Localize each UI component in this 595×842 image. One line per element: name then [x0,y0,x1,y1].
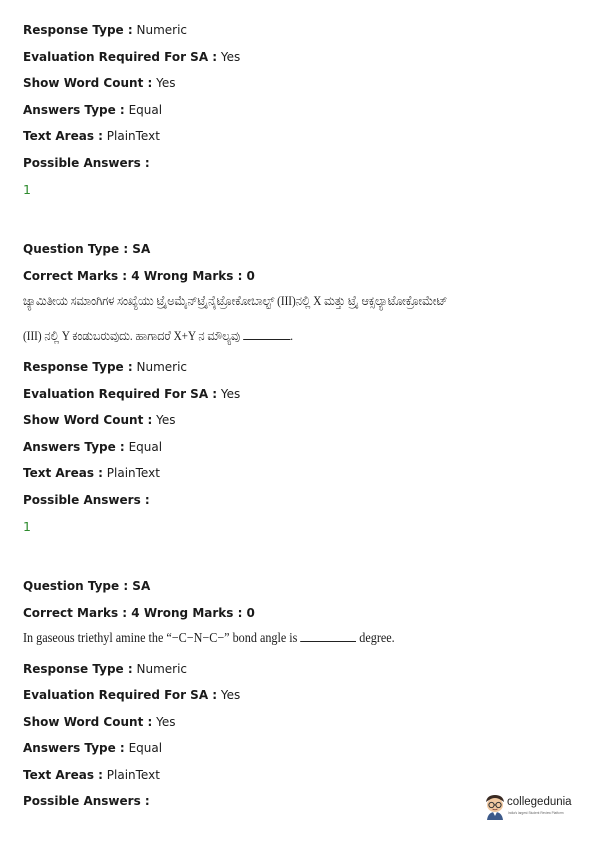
possible-answers-label: Possible Answers : [23,493,150,507]
collegedunia-logo [483,793,583,823]
marks: Correct Marks : 4 Wrong Marks : 0 [23,269,255,283]
evaluation-row: Evaluation Required For SA : Yes [23,50,241,64]
question-text-line1: ಜ್ಯಾಮಿತೀಯ ಸಮಾಂಗಿಗಳ ಸಂಖ್ಯೆಯು ಟ್ರೈಅಮೈನ್‌ಟ್ರೈನೈಟ್ರೋಕೋಬಾಲ್ಟ್ (III)ನಲ್ಲಿ X ಮತ್ತು ಟ್ರೈ ಆಕ್ಸಲ್ಯಾಟೋಕ್ರೋಮೇಟ್ [23,293,448,308]
word-count-row: Show Word Count : Yes [23,76,176,90]
response-type-row: Response Type : Numeric [23,662,188,676]
text-areas-row: Text Areas : PlainText [23,768,160,782]
answers-type-row: Answers Type : Equal [23,440,163,454]
question-type: Question Type : SA [23,242,151,256]
student-mascot-icon [483,793,507,821]
word-count-row: Show Word Count : Yes [23,413,176,427]
possible-answers-label: Possible Answers : [23,794,150,808]
logo-name: collegedunia [507,796,572,808]
text-areas-row: Text Areas : PlainText [23,129,160,143]
question-text-line2: (III) ನಲ್ಲಿ Y ಕಂಡುಬರುವುದು. ಹಾಗಾದರೆ X+Y ನ ಮೌಲ್ಯವು . [23,328,293,343]
possible-answer-value: 1 [23,182,31,197]
response-type-row: Response Type : Numeric [23,23,188,37]
logo-tagline: India's largest Student Review Platform [508,811,564,815]
response-type-row: Response Type : Numeric [23,360,188,374]
question-text: In gaseous triethyl amine the “−C−N−C−” bond angle is degree. [23,630,395,645]
answers-type-row: Answers Type : Equal [23,741,163,755]
text-areas-row: Text Areas : PlainText [23,466,160,480]
possible-answers-label: Possible Answers : [23,156,150,170]
evaluation-row: Evaluation Required For SA : Yes [23,688,241,702]
evaluation-row: Evaluation Required For SA : Yes [23,387,241,401]
marks: Correct Marks : 4 Wrong Marks : 0 [23,606,255,620]
word-count-row: Show Word Count : Yes [23,715,176,729]
possible-answer-value: 1 [23,519,31,534]
answers-type-row: Answers Type : Equal [23,103,163,117]
question-type: Question Type : SA [23,579,151,593]
